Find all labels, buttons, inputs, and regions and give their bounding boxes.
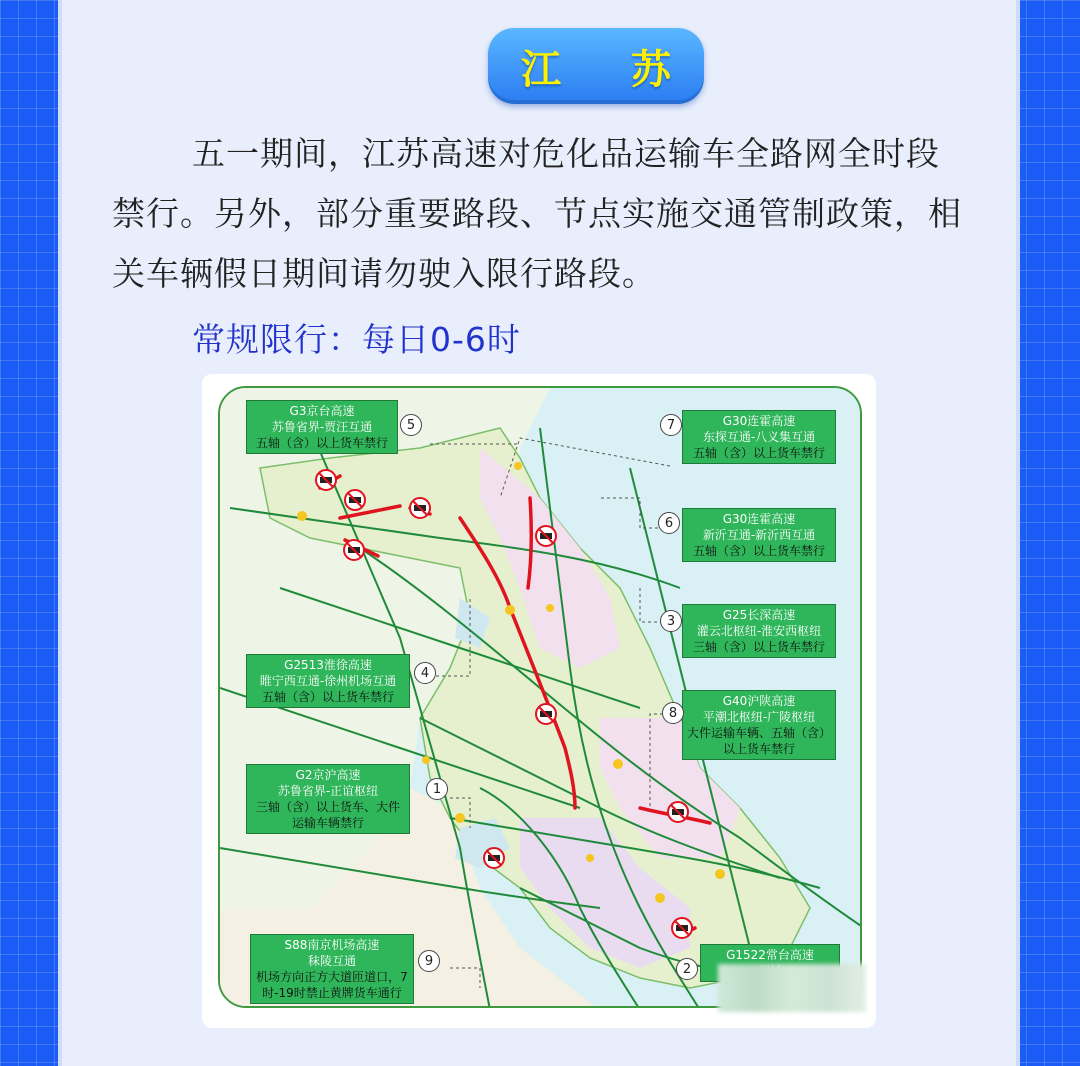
marker-6: 6: [658, 512, 680, 534]
marker-4: 4: [414, 662, 436, 684]
route-label-1: G2京沪高速 苏鲁省界-正谊枢纽 三轴（含）以上货车、大件运输车辆禁行: [246, 764, 410, 834]
marker-3: 3: [660, 610, 682, 632]
province-title: 江 苏: [521, 46, 699, 93]
route-label-9: S88南京机场高速 秣陵互通 机场方向正方大道匝道口，7时-19时禁止黄牌货车通行: [250, 934, 414, 1004]
regular-restriction-heading: 常规限行：每日0-6时: [192, 320, 521, 359]
notice-text: 五一期间，江苏高速对危化品运输车全路网全时段禁行。另外，部分重要路段、节点实施交通管制政策，相关车辆假日期间请勿驶入限行路段。: [112, 134, 962, 293]
province-title-badge: [488, 28, 704, 104]
marker-2: 2: [676, 958, 698, 980]
marker-1: 1: [426, 778, 448, 800]
marker-7: 7: [660, 414, 682, 436]
marker-8: 8: [662, 702, 684, 724]
route-label-6: G30连霍高速 新沂互通-新沂西互通 五轴（含）以上货车禁行: [682, 508, 836, 562]
blurred-watermark: [718, 964, 866, 1012]
route-label-8: G40沪陕高速 平潮北枢纽-广陵枢纽 大件运输车辆、五轴（含）以上货车禁行: [682, 690, 836, 760]
route-label-3: G25长深高速 灌云北枢纽-淮安西枢纽 三轴（含）以上货车禁行: [682, 604, 836, 658]
route-label-4: G2513淮徐高速 睢宁西互通-徐州机场互通 五轴（含）以上货车禁行: [246, 654, 410, 708]
marker-9: 9: [418, 950, 440, 972]
route-label-5: G3京台高速 苏鲁省界-贾汪互通 五轴（含）以上货车禁行: [246, 400, 398, 454]
marker-5: 5: [400, 414, 422, 436]
notice-paragraph: [112, 124, 972, 304]
route-label-2: G1522常台高速: [700, 944, 840, 982]
route-label-7: G30连霍高速 东探互通-八义集互通 五轴（含）以上货车禁行: [682, 410, 836, 464]
